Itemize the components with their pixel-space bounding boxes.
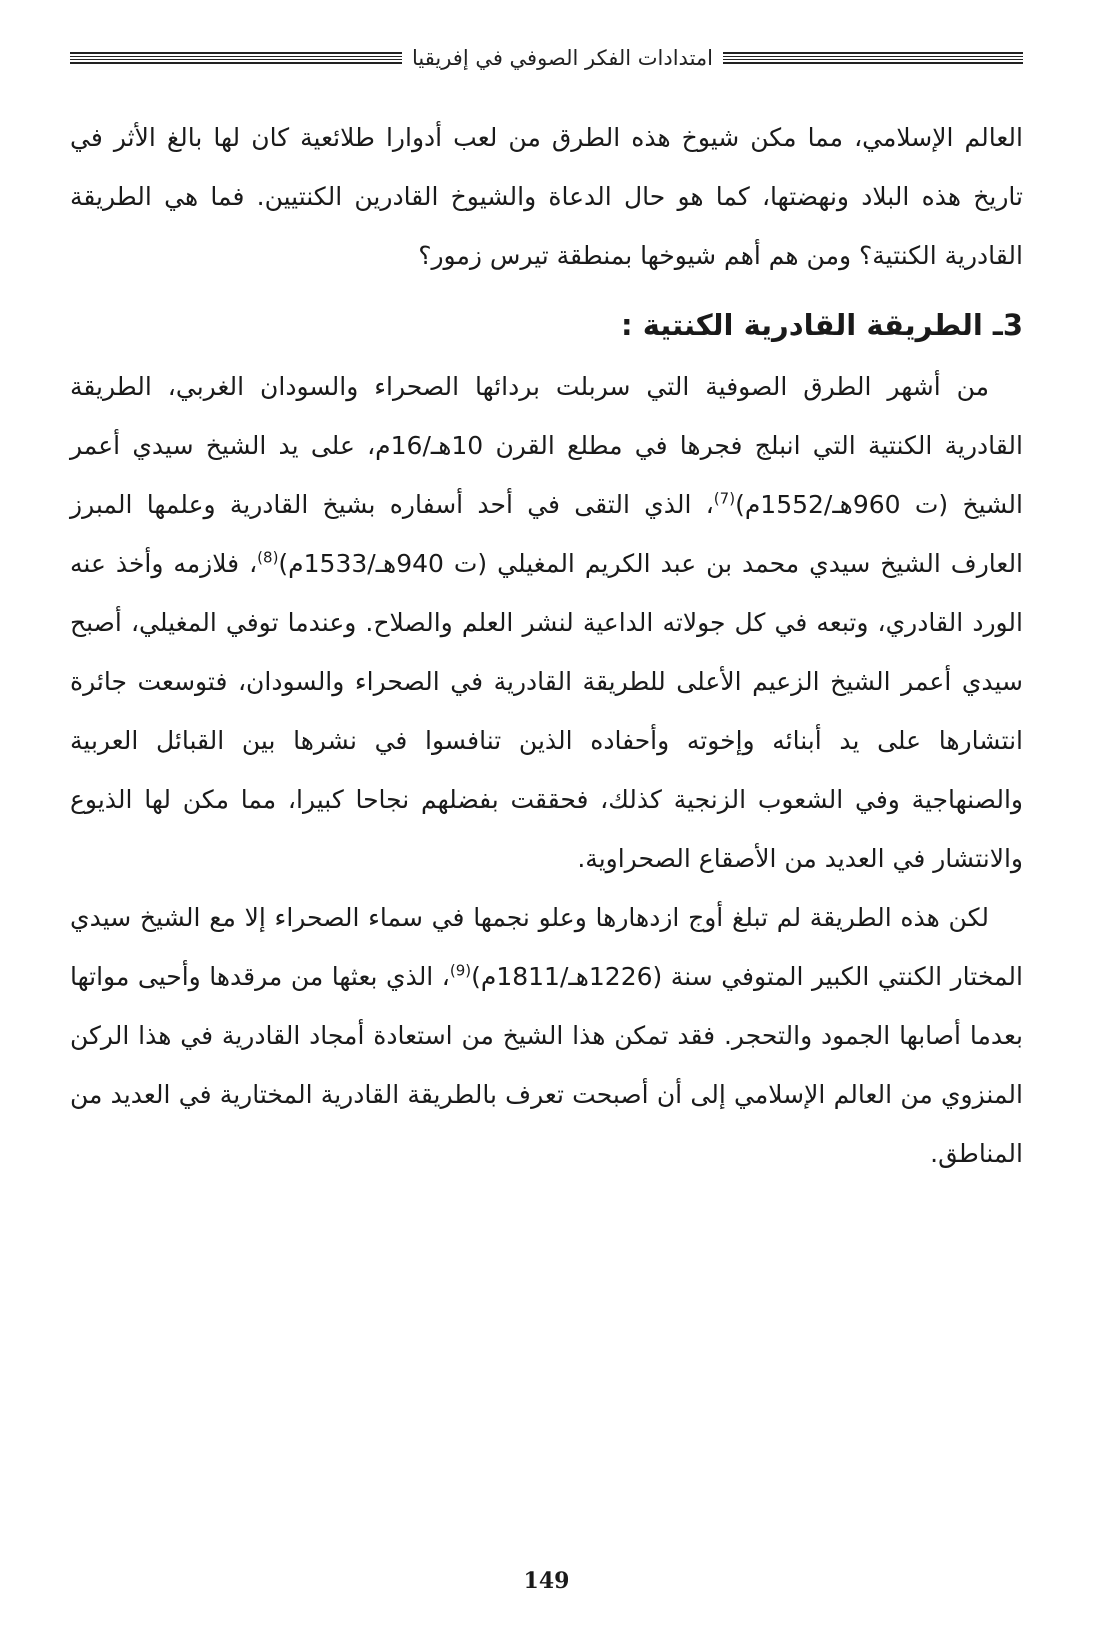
footnote-ref-8[interactable]: (8) xyxy=(257,548,279,567)
footnote-ref-9[interactable]: (9) xyxy=(449,961,472,980)
paragraph-continued: العالم الإسلامي، مما مكن شيوخ هذه الطرق من لعب أدوارا طلائعية كان لها بالغ الأثر في تاريخ هذه البلاد ونهضتها، كما هو حال الدعاة والشيوخ القادرين الكنتيين. فما هي الطريقة القادرية الكنتية؟ ومن هم أهم شيوخها بمنطقة تيرس زمور؟ xyxy=(70,123,1023,270)
header-rule-left xyxy=(70,52,402,64)
footnote-ref-7[interactable]: (7) xyxy=(713,489,736,508)
paragraph-text: ، الذي التقى في أحد أسفاره بشيخ القادرية وعلمها المبرز العارف الشيخ سيدي محمد بن عبد الكريم المغيلي (ت 940هـ/1533م) xyxy=(70,490,1024,578)
paragraph-text: ، فلازمه وأخذ عنه الورد القادري، وتبعه في كل جولاته الداعية لنشر العلم والصلاح. وعندما توفي المغيلي، أصبح سيدي أعمر الشيخ الزعيم الأعلى للطريقة القادرية في الصحراء والسودان، فتوسعت جائرة انتشارها على يد أبنائه وإخوته وأحفاده الذين تنافسوا في نشرها بين القبائل العربية والصنهاجية وفي الشعوب الزنجية كذلك، فحققت بفضلهم نجاحا كبيرا، مما مكن لها الذيوع والانتشار في العديد من الأصقاع الصحراوية. xyxy=(70,549,1023,873)
section-heading: 3ـ الطريقة القادرية الكنتية : xyxy=(621,308,1023,342)
page-body xyxy=(70,108,1023,1183)
paragraph-text: لكن هذه الطريقة لم تبلغ أوج ازدهارها وعلو نجمها في سماء الصحراء إلا مع الشيخ سيدي المختار الكنتي الكبير المتوفي سنة (1226هـ/1811م) xyxy=(70,903,1023,991)
paragraph-text: ، الذي بعثها من مرقدها وأحيى مواتها بعدما أصابها الجمود والتحجر. فقد تمكن هذا الشيخ من استعادة أمجاد القادرية في هذا الركن المنزوي من العالم الإسلامي إلى أن أصبحت تعرف بالطريقة القادرية المختارية في العديد من المناطق. xyxy=(70,962,1023,1168)
header-rule-right xyxy=(723,52,1023,64)
paragraph-mukhtar-revival xyxy=(70,888,1023,1183)
page-number: 149 xyxy=(523,1568,570,1594)
running-header xyxy=(70,40,1023,76)
paragraph-qadiriyya-origins xyxy=(70,357,1023,888)
running-title: امتدادات الفكر الصوفي في إفريقيا xyxy=(411,46,713,70)
paragraph-text: من أشهر الطرق الصوفية التي سربلت بردائها الصحراء والسودان الغربي، الطريقة القادرية الكنتية التي انبلج فجرها في مطلع القرن 10هـ/16م، على يد الشيخ سيدي أعمر الشيخ (ت 960هـ/1552م) xyxy=(70,372,1023,519)
